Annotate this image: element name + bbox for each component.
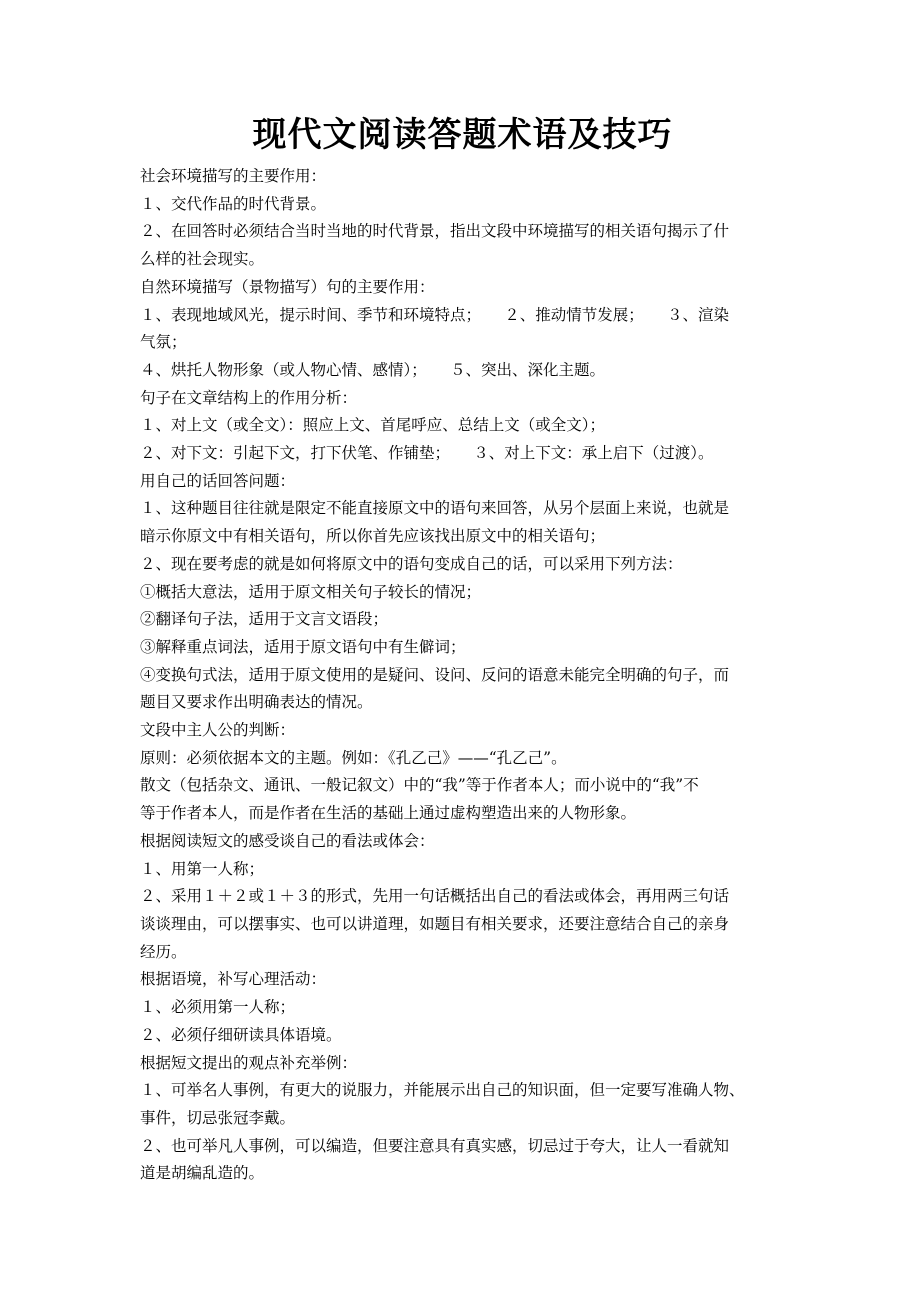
text-line: １、对上文（或全文）：照应上文、首尾呼应、总结上文（或全文）； (140, 416, 606, 435)
text-line: 谈谈理由，可以摆事实、也可以讲道理，如题目有相关要求，还要注意结合自己的亲身 (140, 914, 730, 933)
section-heading-examples: 根据短文提出的观点补充举例： (140, 1053, 358, 1072)
text-line: 经历。 (140, 942, 187, 961)
text-line: 么样的社会现实。 (140, 250, 265, 269)
section-heading-psychological-activity: 根据语境，补写心理活动： (140, 970, 327, 989)
text-line: ２、也可举凡人事例，可以编造，但要注意具有真实感，切忌过于夸大，让人一看就知 (140, 1136, 730, 1155)
text-line: ③解释重点词法，适用于原文语句中有生僻词； (140, 637, 466, 656)
section-heading-own-words: 用自己的话回答问题： (140, 471, 296, 490)
section-heading-sentence-structure: 句子在文章结构上的作用分析： (140, 388, 358, 407)
text-line: 气氛； (140, 333, 187, 352)
text-line: 散文（包括杂文、通讯、一般记叙文）中的“我”等于作者本人；而小说中的“我”不 (140, 776, 699, 795)
text-line: ②翻译句子法，适用于文言文语段； (140, 610, 389, 629)
text-line: 事件，切忌张冠李戴。 (140, 1108, 296, 1127)
section-heading-social-environment: 社会环境描写的主要作用： (140, 167, 327, 185)
text-line: １、表现地域风光，提示时间、季节和环境特点； ２、推动情节发展； ３、渲染 (140, 305, 730, 324)
text-line: ４、烘托人物形象（或人物心情、感情）； ５、突出、深化主题。 (140, 360, 606, 379)
text-line: ①概括大意法，适用于原文相关句子较长的情况； (140, 582, 482, 601)
text-line: １、这种题目往往就是限定不能直接原文中的语句来回答，从另个层面上来说，也就是 (140, 499, 730, 518)
text-line: ２、现在要考虑的就是如何将原文中的语句变成自己的话，可以采用下列方法： (140, 554, 683, 573)
text-line: １、可举名人事例，有更大的说服力，并能展示出自己的知识面，但一定要写准确人物、 (140, 1081, 745, 1100)
document-body (140, 163, 785, 1188)
text-line: １、必须用第一人称； (140, 998, 296, 1017)
document-title: 现代文阅读答题术语及技巧 (252, 115, 673, 155)
section-heading-protagonist: 文段中主人公的判断： (140, 721, 296, 740)
text-line: 道是胡编乱造的。 (140, 1164, 265, 1183)
text-line: ２、在回答时必须结合当时当地的时代背景，指出文段中环境描写的相关语句揭示了什 (140, 222, 730, 241)
document-page (140, 110, 785, 1188)
text-line: ④变换句式法，适用于原文使用的是疑问、设问、反问的语意未能完全明确的句子，而 (140, 665, 730, 684)
section-heading-opinion: 根据阅读短文的感受谈自己的看法或体会： (140, 831, 435, 850)
text-line: ２、必须仔细研读具体语境。 (140, 1025, 342, 1044)
section-heading-natural-environment: 自然环境描写（景物描写）句的主要作用： (140, 277, 435, 296)
text-line: 题目又要求作出明确表达的情况。 (140, 693, 373, 712)
text-line: １、交代作品的时代背景。 (140, 194, 327, 213)
text-line: 等于作者本人，而是作者在生活的基础上通过虚构塑造出来的人物形象。 (140, 804, 637, 823)
text-line: ２、对下文：引起下文，打下伏笔、作铺垫； ３、对上下文：承上启下（过渡）。 (140, 444, 714, 463)
text-line: 原则：必须依据本文的主题。例如：《孔乙己》——“孔乙己”。 (140, 748, 567, 767)
text-line: １、用第一人称； (140, 859, 265, 878)
text-line: ２、采用１＋２或１＋３的形式，先用一句话概括出自己的看法或体会，再用两三句话 (140, 887, 730, 906)
text-line: 暗示你原文中有相关语句，所以你首先应该找出原文中的相关语句； (140, 527, 606, 546)
